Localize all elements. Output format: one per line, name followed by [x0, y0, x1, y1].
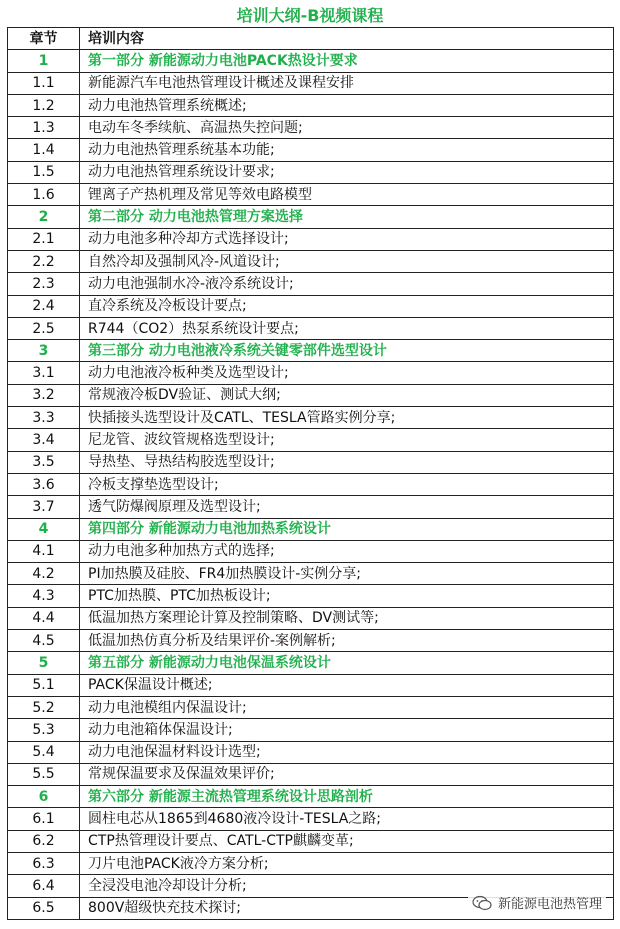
lesson-text: 动力电池多种冷却方式选择设计; — [80, 228, 614, 250]
lesson-text: 低温加热方案理论计算及控制策略、DV测试等; — [80, 607, 614, 629]
table-row — [8, 384, 614, 406]
chapter-number: 6.1 — [8, 808, 80, 830]
chapter-number: 3.3 — [8, 407, 80, 429]
lesson-text: 刀片电池PACK液冷方案分析; — [80, 852, 614, 874]
table-row — [8, 72, 614, 94]
section-row — [8, 786, 614, 808]
chapter-number: 2 — [8, 206, 80, 228]
table-row — [8, 852, 614, 874]
table-row — [8, 473, 614, 495]
chapter-number: 3.7 — [8, 496, 80, 518]
wechat-icon — [472, 895, 492, 911]
lesson-text: 快插接头选型设计及CATL、TESLA管路实例分享; — [80, 407, 614, 429]
chapter-number: 4.4 — [8, 607, 80, 629]
chapter-number: 6.2 — [8, 830, 80, 852]
table-row — [8, 540, 614, 562]
lesson-text: 动力电池热管理系统基本功能; — [80, 139, 614, 161]
chapter-number: 1.6 — [8, 184, 80, 206]
section-title: 第二部分 动力电池热管理方案选择 — [80, 206, 614, 228]
lesson-text: R744（CO2）热泵系统设计要点; — [80, 317, 614, 339]
table-row — [8, 407, 614, 429]
table-row — [8, 273, 614, 295]
chapter-number: 4.2 — [8, 563, 80, 585]
section-title: 第六部分 新能源主流热管理系统设计思路剖析 — [80, 786, 614, 808]
lesson-text: 动力电池热管理系统设计要求; — [80, 161, 614, 183]
table-row — [8, 585, 614, 607]
chapter-number: 6 — [8, 786, 80, 808]
table-row — [8, 317, 614, 339]
lesson-text: 电动车冬季续航、高温热失控问题; — [80, 117, 614, 139]
lesson-text: 动力电池液冷板种类及选型设计; — [80, 362, 614, 384]
lesson-text: PACK保温设计概述; — [80, 674, 614, 696]
chapter-number: 2.4 — [8, 295, 80, 317]
chapter-number: 4 — [8, 518, 80, 540]
table-row — [8, 117, 614, 139]
outline-document — [7, 4, 613, 920]
watermark — [468, 892, 606, 913]
table-row — [8, 674, 614, 696]
lesson-text: 动力电池强制水冷-液冷系统设计; — [80, 273, 614, 295]
outline-table — [7, 27, 614, 920]
lesson-text: 动力电池模组内保温设计; — [80, 696, 614, 718]
lesson-text: 800V超级快充技术探讨; — [80, 897, 614, 919]
chapter-number: 1.4 — [8, 139, 80, 161]
chapter-number: 4.5 — [8, 630, 80, 652]
table-row — [8, 362, 614, 384]
table-row — [8, 563, 614, 585]
table-row — [8, 250, 614, 272]
chapter-number: 3.2 — [8, 384, 80, 406]
lesson-text: 全浸没电池冷却设计分析; — [80, 875, 614, 897]
chapter-number: 2.2 — [8, 250, 80, 272]
table-row — [8, 161, 614, 183]
chapter-number: 1.2 — [8, 94, 80, 116]
table-row — [8, 451, 614, 473]
lesson-text: 圆柱电芯从1865到4680液冷设计-TESLA之路; — [80, 808, 614, 830]
page-title: 培训大纲-B视频课程 — [236, 6, 384, 25]
lesson-text: 常规液冷板DV验证、测试大纲; — [80, 384, 614, 406]
header-chapter: 章节 — [8, 28, 80, 50]
lesson-text: 导热垫、导热结构胶选型设计; — [80, 451, 614, 473]
chapter-number: 1 — [8, 50, 80, 72]
lesson-text: 锂离子产热机理及常见等效电路模型 — [80, 184, 614, 206]
table-row — [8, 496, 614, 518]
chapter-number: 2.3 — [8, 273, 80, 295]
chapter-number: 3.1 — [8, 362, 80, 384]
table-row — [8, 696, 614, 718]
outline-rows — [8, 50, 614, 920]
chapter-number: 2.1 — [8, 228, 80, 250]
chapter-number: 3.5 — [8, 451, 80, 473]
chapter-number: 5 — [8, 652, 80, 674]
lesson-text: 常规保温要求及保温效果评价; — [80, 763, 614, 785]
chapter-number: 6.4 — [8, 875, 80, 897]
lesson-text: 自然冷却及强制风冷-风道设计; — [80, 250, 614, 272]
table-row — [8, 94, 614, 116]
table-row — [8, 830, 614, 852]
chapter-number: 6.5 — [8, 897, 80, 919]
chapter-number: 5.1 — [8, 674, 80, 696]
section-row — [8, 206, 614, 228]
chapter-number: 4.3 — [8, 585, 80, 607]
section-row — [8, 518, 614, 540]
table-row — [8, 808, 614, 830]
table-row — [8, 139, 614, 161]
lesson-text: 动力电池多种加热方式的选择; — [80, 540, 614, 562]
lesson-text: 直冷系统及冷板设计要点; — [80, 295, 614, 317]
table-row — [8, 429, 614, 451]
chapter-number: 3.4 — [8, 429, 80, 451]
lesson-text: 透气防爆阀原理及选型设计; — [80, 496, 614, 518]
chapter-number: 3 — [8, 340, 80, 362]
section-title: 第一部分 新能源动力电池PACK热设计要求 — [80, 50, 614, 72]
chapter-number: 5.3 — [8, 719, 80, 741]
chapter-number: 4.1 — [8, 540, 80, 562]
lesson-text: 动力电池箱体保温设计; — [80, 719, 614, 741]
lesson-text: PI加热膜及硅胶、FR4加热膜设计-实例分享; — [80, 563, 614, 585]
table-row — [8, 719, 614, 741]
lesson-text: PTC加热膜、PTC加热板设计; — [80, 585, 614, 607]
chapter-number: 5.4 — [8, 741, 80, 763]
table-row — [8, 741, 614, 763]
section-title: 第三部分 动力电池液冷系统关键零部件选型设计 — [80, 340, 614, 362]
chapter-number: 1.5 — [8, 161, 80, 183]
table-row — [8, 630, 614, 652]
chapter-number: 5.5 — [8, 763, 80, 785]
lesson-text: 冷板支撑垫选型设计; — [80, 473, 614, 495]
chapter-number: 5.2 — [8, 696, 80, 718]
table-row — [8, 295, 614, 317]
lesson-text: CTP热管理设计要点、CATL-CTP麒麟变革; — [80, 830, 614, 852]
section-row — [8, 652, 614, 674]
section-title: 第五部分 新能源动力电池保温系统设计 — [80, 652, 614, 674]
table-row — [8, 607, 614, 629]
chapter-number: 6.3 — [8, 852, 80, 874]
chapter-number: 2.5 — [8, 317, 80, 339]
section-row — [8, 340, 614, 362]
header-content: 培训内容 — [80, 28, 614, 50]
lesson-text: 动力电池热管理系统概述; — [80, 94, 614, 116]
watermark-text: 新能源电池热管理 — [497, 897, 602, 912]
chapter-number: 3.6 — [8, 473, 80, 495]
table-row — [8, 763, 614, 785]
lesson-text: 动力电池保温材料设计选型; — [80, 741, 614, 763]
chapter-number: 1.3 — [8, 117, 80, 139]
table-row — [8, 184, 614, 206]
section-row — [8, 50, 614, 72]
lesson-text: 低温加热仿真分析及结果评价-案例解析; — [80, 630, 614, 652]
section-title: 第四部分 新能源动力电池加热系统设计 — [80, 518, 614, 540]
lesson-text: 尼龙管、波纹管规格选型设计; — [80, 429, 614, 451]
table-header-row — [8, 28, 614, 50]
lesson-text: 新能源汽车电池热管理设计概述及课程安排 — [80, 72, 614, 94]
table-row — [8, 228, 614, 250]
chapter-number: 1.1 — [8, 72, 80, 94]
